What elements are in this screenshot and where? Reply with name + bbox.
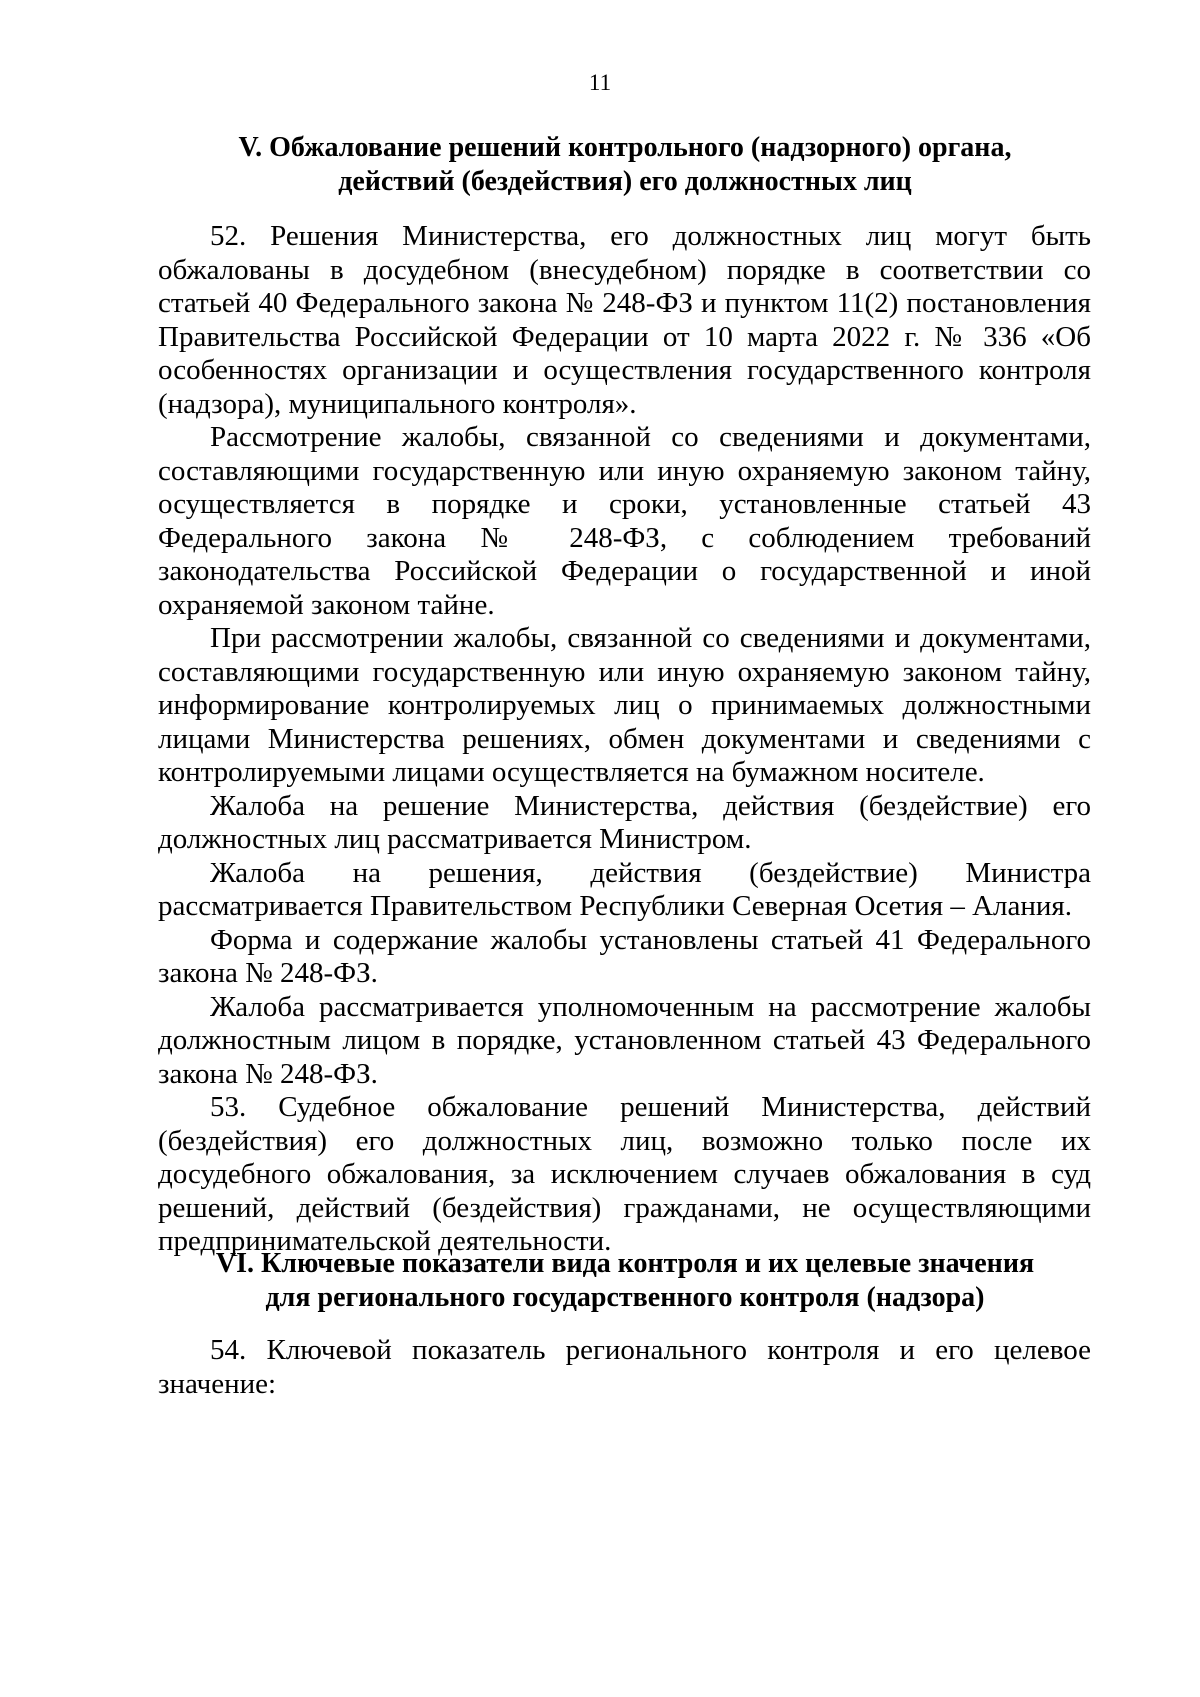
section-5-heading-line-1: V. Обжалование решений контрольного (надзорного) органа, <box>238 132 1012 163</box>
section-6-heading <box>150 1247 1100 1315</box>
paragraph-ministry-complaint: Жалоба на решение Министерства, действия (бездействие) его должностных лиц рассматривается Министром. <box>158 789 1091 855</box>
section-5-heading <box>150 131 1100 199</box>
section-5-heading-line-2: действий (бездействия) его должностных лиц <box>338 166 912 197</box>
section-6-body <box>158 1334 1091 1401</box>
paragraph-52: 52. Решения Министерства, его должностных лиц могут быть обжалованы в досудебном (внесудебном) порядке в соответствии со статьей 40 Федерального закона № 248-ФЗ и пунктом 11(2) постановления Правительства Российской Федерации от 10 марта 2022 г. № 336 «Об особенностях организации и осуществления государственного контроля (надзора), муниципального контроля». <box>158 220 1091 420</box>
section-6-heading-line-2: для регионального государственного контроля (надзора) <box>265 1282 985 1313</box>
section-5-body <box>158 220 1091 1259</box>
paragraph-53: 53. Судебное обжалование решений Министерства, действий (бездействия) его должностных лиц, возможно только после их досудебного обжалования, за исключением случаев обжалования в суд решений, действий (бездействия) гражданами, не осуществляющими предпринимательской деятельности. <box>158 1091 1091 1257</box>
paragraph-paper-exchange: При рассмотрении жалобы, связанной со сведениями и документами, составляющими государственную или иную охраняемую законом тайну, информирование контролируемых лиц о принимаемых должностными лицами Министерства решениях, обмен документами и сведениями с контролируемыми лицами осуществляется на бумажном носителе. <box>158 622 1091 788</box>
paragraph-54: 54. Ключевой показатель регионального контроля и его целевое значение: <box>158 1334 1091 1400</box>
paragraph-minister-complaint: Жалоба на решения, действия (бездействие) Министра рассматривается Правительством Республики Северная Осетия – Алания. <box>158 856 1091 922</box>
page-number: 11 <box>588 70 612 95</box>
paragraph-complaint-form: Форма и содержание жалобы установлены статьей 41 Федерального закона № 248-ФЗ. <box>158 923 1091 989</box>
section-6-heading-line-1: VI. Ключевые показатели вида контроля и их целевые значения <box>215 1248 1035 1279</box>
paragraph-secret-complaint-review: Рассмотрение жалобы, связанной со сведениями и документами, составляющими государственную или иную охраняемую законом тайну, осуществляется в порядке и сроки, установленные статьей 43 Федерального закона № 248-ФЗ, с соблюдением требований законодательства Российской Федерации о государственной и иной охраняемой законом тайне. <box>158 421 1091 621</box>
paragraph-complaint-authority: Жалоба рассматривается уполномоченным на рассмотрение жалобы должностным лицом в порядке, установленном статьей 43 Федерального закона № 248-ФЗ. <box>158 990 1091 1090</box>
